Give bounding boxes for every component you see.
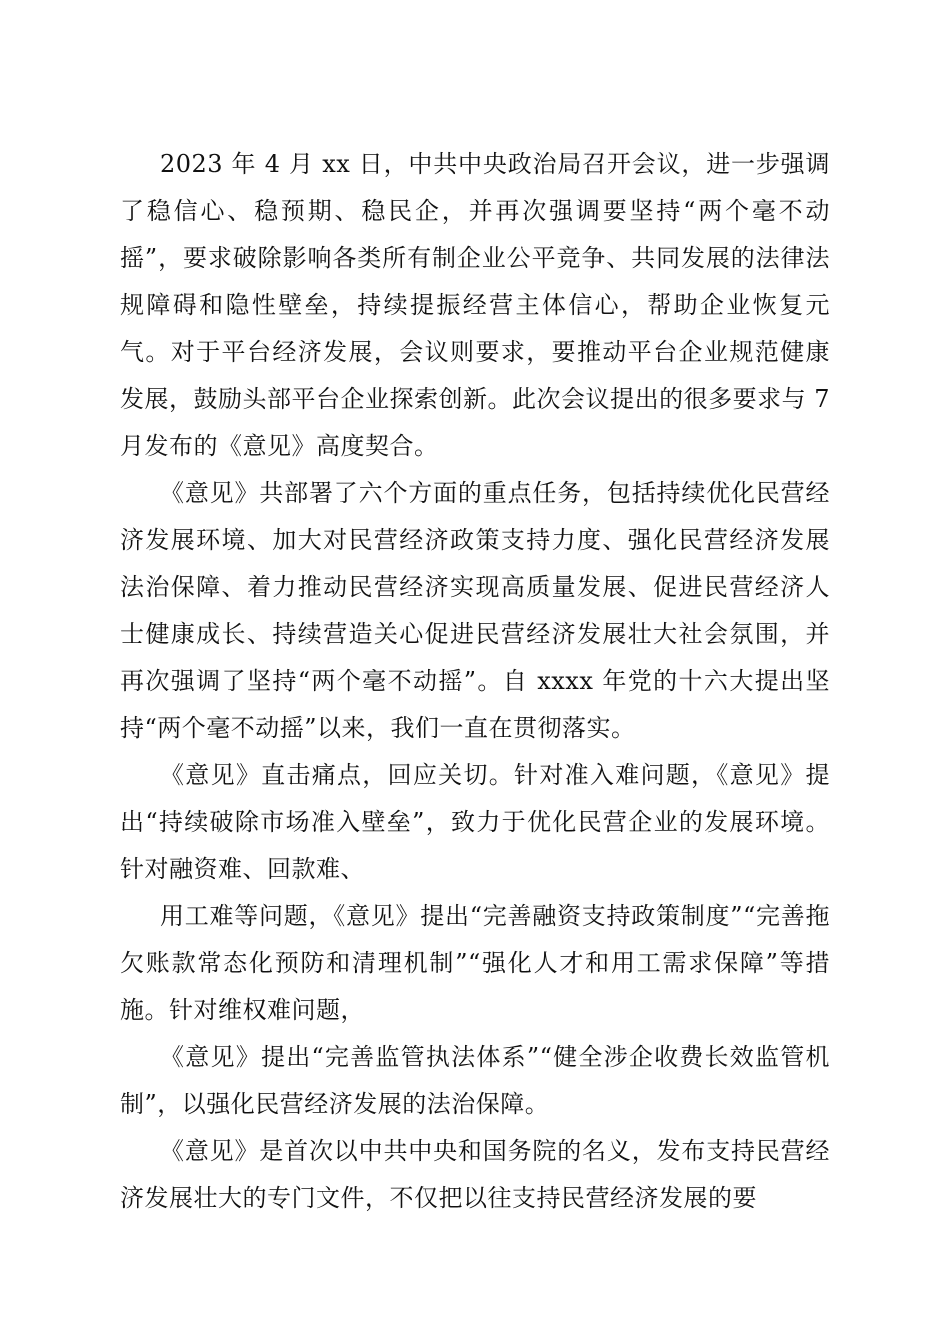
paragraph-3: 《意见》直击痛点，回应关切。针对准入难问题，《意见》提出“持续破除市场准入壁垒”，致力于优化民营企业的发展环境。针对融资难、回款难、 bbox=[120, 761, 830, 883]
paragraph-2: 《意见》共部署了六个方面的重点任务，包括持续优化民营经济发展环境、加大对民营经济政策支持力度、强化民营经济发展法治保障、着力推动民营经济实现高质量发展、促进民营经济人士健康成长、持续营造关心促进民营经济发展壮大社会氛围，并再次强调了坚持“两个毫不动摇”。自 xxxx 年党的十六大提出坚持“两个毫不动摇”以来，我们一直在贯彻落实。 bbox=[120, 479, 830, 742]
paragraph-6: 《意见》是首次以中共中央和国务院的名义，发布支持民营经济发展壮大的专门文件，不仅把以往支持民营经济发展的要 bbox=[120, 1137, 830, 1212]
paragraph-4: 用工难等问题，《意见》提出“完善融资支持政策制度”“完善拖欠账款常态化预防和清理机制”“强化人才和用工需求保障”等措施。针对维权难问题， bbox=[120, 902, 830, 1024]
paragraph-1: 2023 年 4 月 xx 日，中共中央政治局召开会议，进一步强调了稳信心、稳预期、稳民企，并再次强调要坚持“两个毫不动摇”，要求破除影响各类所有制企业公平竞争、共同发展的法律法规障碍和隐性壁垒，持续提振经营主体信心，帮助企业恢复元气。对于平台经济发展，会议则要求，要推动平台企业规范健康发展，鼓励头部平台企业探索创新。此次会议提出的很多要求与 7 月发布的《意见》高度契合。 bbox=[120, 150, 830, 460]
paragraph-5: 《意见》提出“完善监管执法体系”“健全涉企收费长效监管机制”，以强化民营经济发展的法治保障。 bbox=[120, 1043, 830, 1118]
document-body bbox=[120, 141, 830, 1222]
